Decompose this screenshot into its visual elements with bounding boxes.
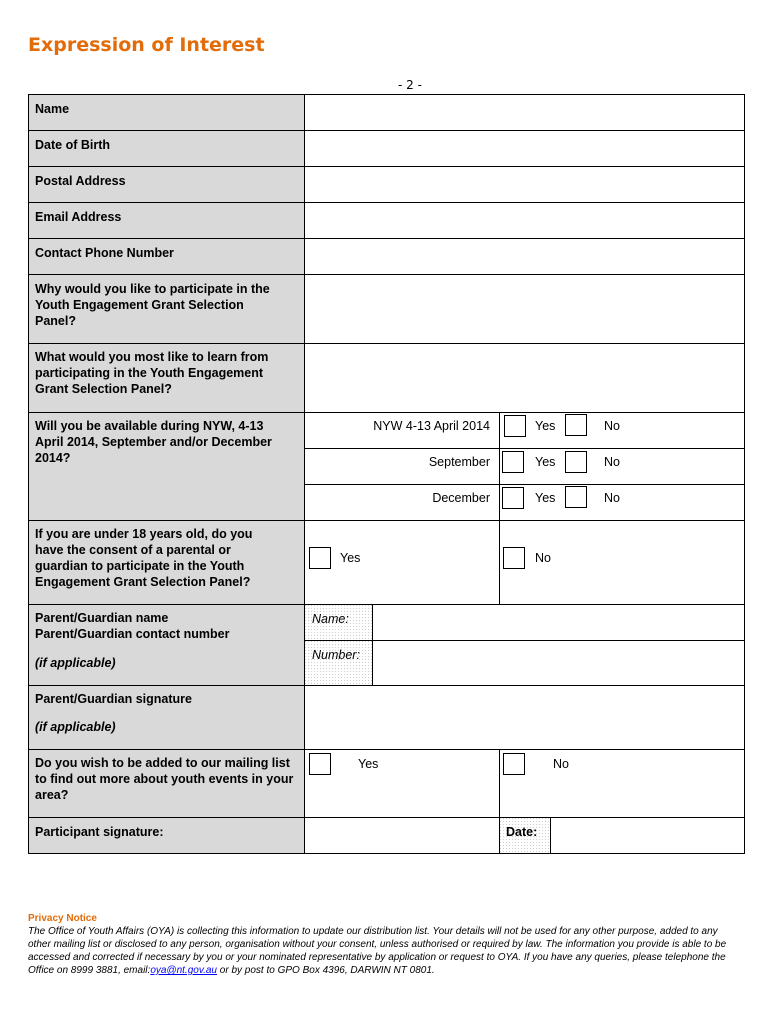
privacy-notice-title: Privacy Notice <box>28 913 97 924</box>
consent-yes-checkbox[interactable] <box>309 547 331 569</box>
september-no-label: No <box>604 455 620 469</box>
september-yes-label: Yes <box>535 455 556 469</box>
learn-label: What would you most like to learn from participating in the Youth Engagement Grant Selection Panel? <box>35 350 269 396</box>
learn-input[interactable] <box>305 344 744 412</box>
guardian-name-field-label: Name: <box>312 612 349 626</box>
guardian-name-input[interactable] <box>373 605 744 640</box>
participant-signature-label: Participant signature: <box>35 825 164 839</box>
contact-phone-label: Contact Phone Number <box>35 246 174 260</box>
guardian-signature-input[interactable] <box>305 686 744 749</box>
nyw-yes-checkbox[interactable] <box>504 415 526 437</box>
signature-if-applicable: (if applicable) <box>35 720 116 734</box>
guardian-name-label: Parent/Guardian name <box>35 611 169 625</box>
nyw-yes-label: Yes <box>535 419 556 433</box>
september-no-checkbox[interactable] <box>565 451 587 473</box>
phone-input[interactable] <box>305 239 744 274</box>
consent-label: If you are under 18 years old, do you have the consent of a parental or guardian to participate in the Youth Engagement Grant Selection Panel? <box>35 527 253 589</box>
dob-label: Date of Birth <box>35 138 110 152</box>
consent-yes-label: Yes <box>340 551 361 565</box>
date-label: Date: <box>506 825 538 839</box>
date-input[interactable] <box>551 818 744 853</box>
dob-input[interactable] <box>305 131 744 166</box>
december-yes-label: Yes <box>535 491 556 505</box>
privacy-notice-body <box>28 925 742 977</box>
privacy-email-link[interactable]: oya@nt.gov.au <box>150 965 217 976</box>
avail-period-nyw: NYW 4-13 April 2014 <box>373 419 490 433</box>
page-title: Expression of Interest <box>28 34 265 56</box>
availability-label: Will you be available during NYW, 4-13 April 2014, September and/or December 2014? <box>35 419 272 465</box>
guardian-number-field-label: Number: <box>312 648 360 662</box>
guardian-if-applicable: (if applicable) <box>35 656 116 670</box>
postal-input[interactable] <box>305 167 744 202</box>
privacy-body-text: The Office of Youth Affairs (OYA) is collecting this information to update our distribution list. Your details will not be used for any other purpose, added to any other mailing list or disclosed to any person, organisation without your consent, unless authorised or required by law. The information you provide is able to be accessed and corrected if necessary by you or your nominated representative by application or request to OYA. If you have any queries, please telephone the Office on 8999 3881, email: <box>28 926 727 976</box>
name-input[interactable] <box>305 95 744 130</box>
why-input[interactable] <box>305 275 744 343</box>
guardian-number-input[interactable] <box>373 641 744 685</box>
december-no-label: No <box>604 491 620 505</box>
privacy-notice <box>28 912 742 977</box>
consent-no-label: No <box>535 551 551 565</box>
december-no-checkbox[interactable] <box>565 486 587 508</box>
name-label: Name <box>35 102 70 116</box>
mailing-list-label: Do you wish to be added to our mailing list to find out more about youth events in your area? <box>35 756 294 802</box>
participant-signature-input[interactable] <box>305 818 499 853</box>
mailing-yes-checkbox[interactable] <box>309 753 331 775</box>
privacy-body-text-end: or by post to GPO Box 4396, DARWIN NT 0801. <box>217 965 435 976</box>
mailing-no-checkbox[interactable] <box>503 753 525 775</box>
september-yes-checkbox[interactable] <box>502 451 524 473</box>
email-address-label: Email Address <box>35 210 122 224</box>
avail-period-december: December <box>432 491 490 505</box>
why-participate-label: Why would you like to participate in the Youth Engagement Grant Selection Panel? <box>35 282 270 328</box>
avail-period-september: September <box>428 455 490 469</box>
consent-no-checkbox[interactable] <box>503 547 525 569</box>
guardian-number-label: Parent/Guardian contact number <box>35 627 230 641</box>
email-input[interactable] <box>305 203 744 238</box>
december-yes-checkbox[interactable] <box>502 487 524 509</box>
mailing-yes-label: Yes <box>358 757 379 771</box>
postal-address-label: Postal Address <box>35 174 126 188</box>
guardian-signature-label: Parent/Guardian signature <box>35 692 192 706</box>
mailing-no-label: No <box>553 757 569 771</box>
page-number: - 2 - <box>398 78 422 92</box>
nyw-no-checkbox[interactable] <box>565 414 587 436</box>
nyw-no-label: No <box>604 419 620 433</box>
